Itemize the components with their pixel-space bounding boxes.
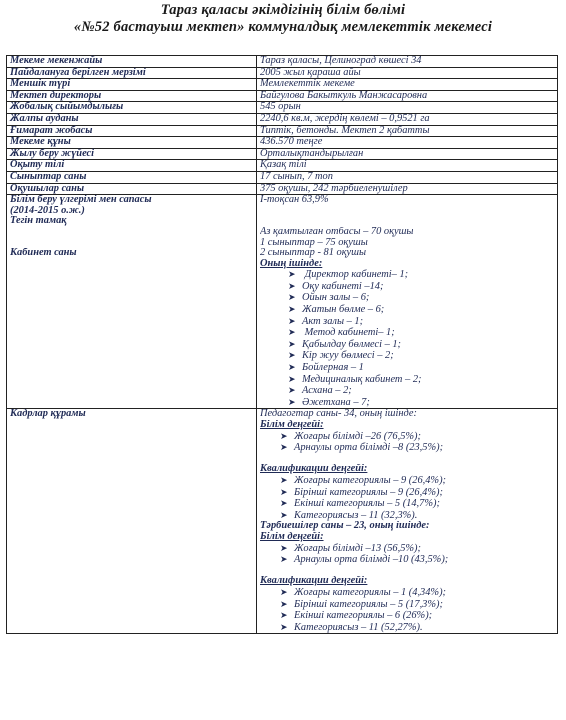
arrow-bullet-icon: ➤ [288,338,296,349]
caregivers-count: Тәрбиешілер саны – 23, оның ішінде: [260,521,430,532]
list-item [260,554,554,566]
list-item-text: Жоғары категориялы – 9 (26,4%); [294,474,447,486]
section-heading: Оның ішінде: [260,258,323,269]
row-value-cell [257,409,558,634]
table-row [7,195,558,409]
list-item [260,397,554,409]
list-item-text: Асхана – 2; [302,385,352,397]
list-item [260,339,554,351]
row-label: Тегін тамақ [10,216,67,227]
row-value-cell [257,195,558,409]
row-label: Кабинет саны [10,248,77,259]
bullet-list [260,587,554,633]
arrow-bullet-icon: ➤ [280,598,288,609]
arrow-bullet-icon: ➤ [280,442,288,453]
list-item-text: Арнаулы орта білімді –8 (23,5%); [294,442,444,454]
row-label: Меншік түрі [7,79,257,91]
table-row [7,102,558,114]
teachers-count: Педагогтар саны- 34, оның ішінде: [260,409,417,420]
list-item-text: Екінші категориялы – 6 (26%); [294,610,433,622]
arrow-bullet-icon: ➤ [280,486,288,497]
list-item [260,510,554,522]
row-value: Байгулова Бакыткуль Манжасаровна [257,90,558,102]
list-item-text: Метод кабинеті– 1; [302,327,395,339]
list-item-text: Бірінші категориялы – 9 (26,4%); [294,486,443,498]
arrow-bullet-icon: ➤ [288,292,296,303]
table-row [7,113,558,125]
arrow-bullet-icon: ➤ [288,350,296,361]
arrow-bullet-icon: ➤ [288,315,296,326]
list-item [260,269,554,281]
row-label: Пайдалануға берілген мерзімі [7,67,257,79]
table-row [7,125,558,137]
list-item [260,498,554,510]
list-item [260,350,554,362]
list-item [260,610,554,622]
arrow-bullet-icon: ➤ [280,621,288,632]
row-label: (2014-2015 о.ж.) [10,205,85,216]
list-item-text: Ойын залы – 6; [302,292,370,304]
row-label: Мекеме құны [7,137,257,149]
row-value: 375 оқушы, 242 тәрбиеленушілер [257,183,558,195]
list-item-text: Қабылдау бөлмесі – 1; [302,338,402,350]
table-row [7,171,558,183]
list-item [260,543,554,555]
table-row [7,183,558,195]
row-label: Ғимарат жобасы [7,125,257,137]
row-label: Жылу беру жүйесі [7,148,257,160]
section-heading: Білім деңгейі: [260,531,324,542]
list-item [260,292,554,304]
bullet-list [260,431,554,454]
row-label: Жалпы ауданы [7,113,257,125]
list-item [260,442,554,454]
arrow-bullet-icon: ➤ [280,430,288,441]
arrow-bullet-icon: ➤ [280,610,288,621]
list-item-text: Акт залы – 1; [302,315,364,327]
row-value: І-тоқсан 63,9% [260,195,329,206]
arrow-bullet-icon: ➤ [288,362,296,373]
list-item-text: Жатын бөлме – 6; [302,304,385,316]
list-item [260,587,554,599]
list-item-text: Бірінші категориялы – 5 (17,3%); [294,598,443,610]
arrow-bullet-icon: ➤ [288,304,296,315]
row-value: Типтік, бетонды. Мектеп 2 қабатты [257,125,558,137]
arrow-bullet-icon: ➤ [280,586,288,597]
row-value: 436.570 теңге [257,137,558,149]
row-label: Оқыту тілі [7,160,257,172]
table-row [7,148,558,160]
list-item-text: Медициналық кабинет – 2; [302,373,422,385]
arrow-bullet-icon: ➤ [280,509,288,520]
arrow-bullet-icon: ➤ [280,474,288,485]
bullet-list [260,475,554,521]
list-item [260,385,554,397]
arrow-bullet-icon: ➤ [280,554,288,565]
list-item [260,599,554,611]
table-row [7,67,558,79]
arrow-bullet-icon: ➤ [288,327,296,338]
arrow-bullet-icon: ➤ [288,269,296,280]
list-item-text: Бойлерная – 1 [302,362,364,374]
section-heading: Квалификации деңгейі: [260,576,368,587]
row-value: Қазақ тілі [257,160,558,172]
list-item-text: Екінші категориялы – 5 (14,7%); [294,498,440,510]
row-value: 545 орын [257,102,558,114]
section-heading: Білім деңгейі: [260,420,324,430]
list-item-text: Кір жуу бөлмесі – 2; [302,350,394,362]
table-row [7,79,558,91]
row-value: Аз қамтылған отбасы – 70 оқушы [260,226,414,237]
list-item [260,316,554,328]
arrow-bullet-icon: ➤ [288,280,296,291]
row-value: 2 сыныптар - 81 оқушы [260,248,367,259]
rooms-list [260,269,554,408]
row-value: 1 сыныптар – 75 оқушы [260,237,368,248]
document-title-line-1: Тараз қаласы әкімдігінің білім бөлімі [160,2,406,18]
list-item [260,374,554,386]
list-item-text: Жоғары білімді –13 (56,5%); [294,542,421,554]
list-item [260,475,554,487]
row-label: Оқушылар саны [7,183,257,195]
table-row [7,409,558,634]
list-item-text: Директор кабинеті– 1; [302,269,409,281]
list-item [260,487,554,499]
arrow-bullet-icon: ➤ [288,385,296,396]
bullet-list [260,543,554,566]
table-row [7,160,558,172]
list-item-text: Оқу кабинеті –14; [302,280,384,292]
row-value: Орталықтандырылған [257,148,558,160]
arrow-bullet-icon: ➤ [288,373,296,384]
row-label-cell [7,195,257,409]
row-label: Білім беру үлгерімі мен сапасы [10,195,152,206]
row-label: Сыныптар саны [7,171,257,183]
row-label: Мектеп директоры [7,90,257,102]
document-title-line-2: «№52 бастауыш мектеп» коммуналдық мемлекеттік мекемесі [73,19,493,35]
row-label: Мекеме мекенжайы [7,56,257,68]
list-item [260,362,554,374]
row-label-cell [7,409,257,634]
list-item [260,431,554,443]
list-item-text: Жоғары категориялы – 1 (4,34%); [294,586,447,598]
table-row [7,137,558,149]
list-item [260,327,554,339]
list-item-text: Категориясыз – 11 (32,3%). [294,509,418,521]
list-item [260,304,554,316]
row-value: 2240,6 кв.м, жердің көлемі – 0,9521 га [257,113,558,125]
list-item-text: Арнаулы орта білімді –10 (43,5%); [294,554,449,566]
list-item-text: Категориясыз – 11 (52,27%). [294,621,423,633]
school-info-table [6,55,558,634]
table-row [7,56,558,68]
row-label: Жобалық сыйымдылығы [7,102,257,114]
list-item-text: Жоғары білімді –26 (76,5%); [294,430,421,442]
row-value: 17 сынып, 7 топ [257,171,558,183]
table-row [7,90,558,102]
arrow-bullet-icon: ➤ [280,542,288,553]
section-heading: Квалификации деңгейі: [260,464,368,475]
list-item [260,281,554,293]
list-item-text: Әжетхана – 7; [302,396,370,408]
list-item [260,622,554,634]
arrow-bullet-icon: ➤ [288,396,296,407]
row-value: Мемлекеттік мекеме [257,79,558,91]
row-value: Тараз қаласы, Целиноград көшесі 34 [257,56,558,68]
row-label: Кадрлар құрамы [10,409,86,420]
arrow-bullet-icon: ➤ [280,498,288,509]
row-value: 2005 жыл қараша айы [257,67,558,79]
